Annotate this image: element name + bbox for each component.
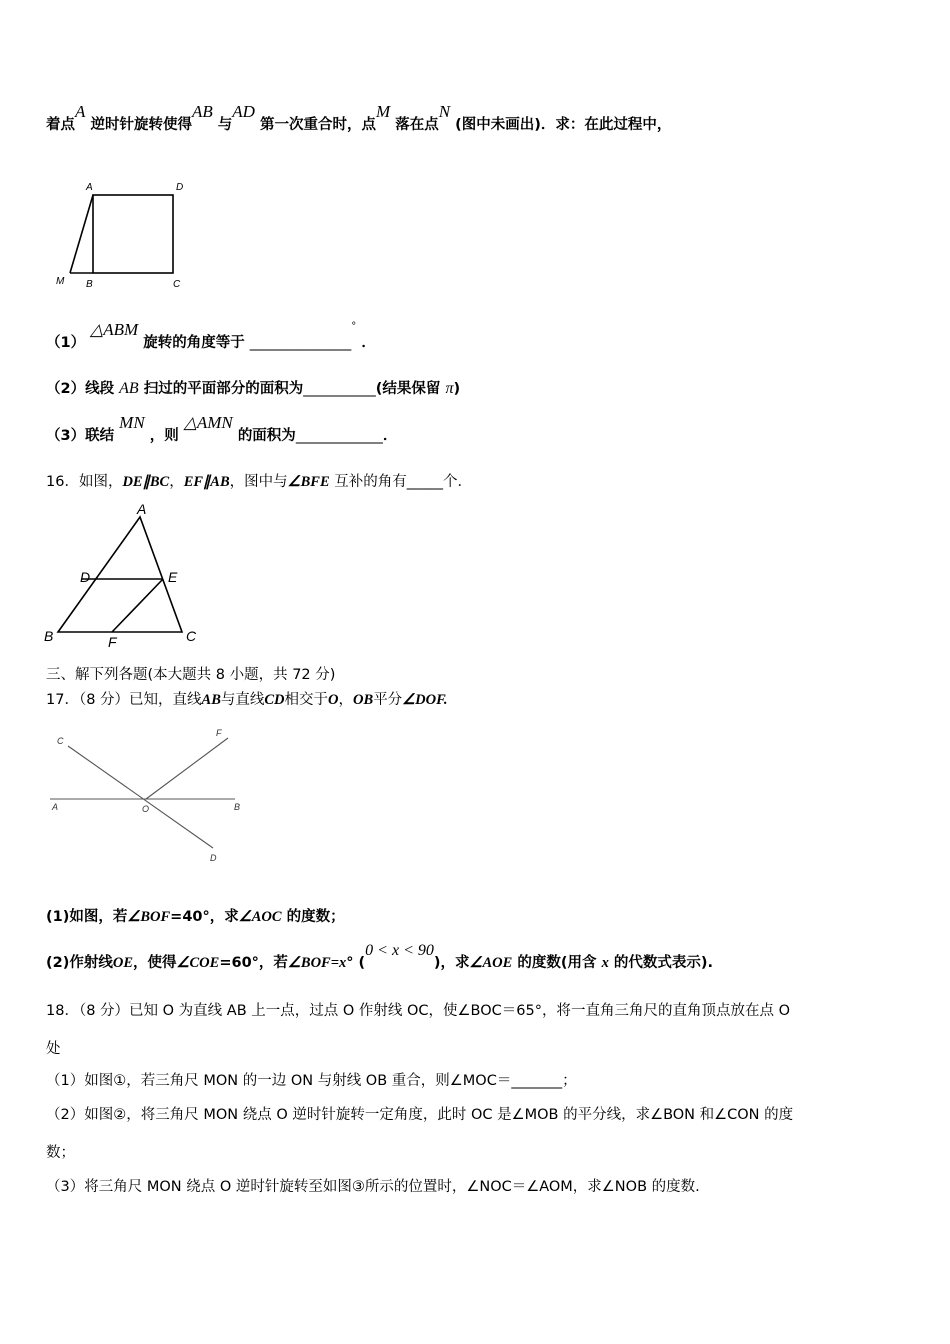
text: 扫过的平面部分的面积为 bbox=[143, 381, 304, 397]
text: ． bbox=[382, 428, 398, 444]
math: AB bbox=[201, 692, 221, 708]
text: 第一次重合时，点 bbox=[260, 117, 377, 133]
math: x bbox=[601, 955, 609, 971]
text: 个． bbox=[443, 474, 473, 490]
math: EF∥AB bbox=[183, 474, 230, 490]
q18-part3: （3）将三角尺 MON 绕点 O 逆时针旋转至如图③所示的位置时，∠NOC＝∠AOM，求∠NOB 的度数. bbox=[46, 1179, 700, 1195]
text: (1)如图，若 bbox=[46, 909, 128, 925]
math: AB bbox=[119, 380, 139, 397]
text: （3）联结 bbox=[46, 428, 115, 444]
text: =60°，若 bbox=[219, 955, 288, 971]
svg-text:M: M bbox=[56, 276, 65, 287]
q15-1 bbox=[46, 320, 376, 355]
figure-lines-labels bbox=[51, 728, 240, 863]
section-heading: 三、解下列各题(本大题共 8 小题，共 72 分) bbox=[46, 667, 336, 683]
svg-text:D: D bbox=[80, 569, 91, 585]
math: ∠AOC bbox=[238, 909, 282, 925]
math: OE bbox=[112, 955, 133, 971]
text: （2）线段 bbox=[46, 381, 115, 397]
text: ，则 bbox=[149, 428, 179, 444]
text: ) bbox=[453, 381, 461, 397]
figure-lines bbox=[50, 738, 235, 848]
blank: __________ bbox=[303, 381, 376, 397]
text: ， bbox=[338, 692, 354, 708]
q18-part2: （2）如图②，将三角尺 MON 绕点 O 逆时针旋转一定角度，此时 OC 是∠MOB 的平分线，求∠BON 和∠CON 的度 bbox=[46, 1107, 794, 1123]
text: 逆时针旋转使得 bbox=[90, 117, 192, 133]
text: (2)作射线 bbox=[46, 955, 113, 971]
text: ，使得 bbox=[133, 955, 177, 971]
text: 着点 bbox=[46, 117, 75, 133]
svg-text:O: O bbox=[142, 804, 150, 814]
math: ∠COE bbox=[176, 955, 220, 971]
math: 0 < x < 90 bbox=[365, 942, 434, 959]
blank: ______________ bbox=[249, 335, 352, 351]
math: CD bbox=[264, 692, 285, 708]
text: 落在点 bbox=[395, 117, 439, 133]
text: 平分 bbox=[373, 692, 403, 708]
svg-text:F: F bbox=[108, 634, 117, 650]
blank: _____ bbox=[406, 474, 444, 490]
figure-triangle bbox=[58, 517, 182, 632]
math: ∠BFE bbox=[287, 474, 330, 490]
math: DE∥BC bbox=[122, 474, 170, 490]
q18-part1: （1）如图①，若三角尺 MON 的一边 ON 与射线 OB 重合，则∠MOC＝_______； bbox=[46, 1073, 577, 1089]
q17-2 bbox=[46, 942, 714, 973]
math: AB bbox=[191, 102, 213, 121]
text: 相交于 bbox=[284, 692, 329, 708]
math: ∠DOF. bbox=[402, 692, 448, 708]
figure-square bbox=[70, 195, 173, 273]
text: 的度数； bbox=[286, 909, 345, 925]
blank: ____________ bbox=[295, 428, 383, 444]
text: ，图中与 bbox=[229, 474, 288, 490]
text: 的面积为 bbox=[237, 428, 296, 444]
text: （1） bbox=[46, 335, 86, 351]
math: △AMN bbox=[183, 413, 233, 432]
text: ． bbox=[361, 335, 376, 351]
math: ∠BOF bbox=[127, 909, 171, 925]
svg-text:D: D bbox=[210, 853, 217, 863]
math: MN bbox=[119, 413, 145, 432]
figure-triangle-labels bbox=[44, 501, 197, 650]
math: AD bbox=[232, 102, 255, 121]
text: 17．（8 分）已知，直线 bbox=[46, 692, 202, 708]
svg-text:C: C bbox=[57, 736, 64, 746]
text: )，求 bbox=[433, 955, 470, 971]
text: ， bbox=[169, 474, 184, 490]
text: 与直线 bbox=[220, 692, 265, 708]
text: 16．如图， bbox=[46, 474, 123, 490]
text: 与 bbox=[217, 117, 233, 133]
svg-text:C: C bbox=[186, 628, 197, 644]
svg-text:A: A bbox=[137, 501, 147, 517]
text: (图中未画出)．求：在此过程中， bbox=[455, 117, 672, 133]
math: ∠AOE bbox=[469, 955, 513, 971]
q18-part2-cont: 数； bbox=[46, 1145, 75, 1161]
math: ∠BOF=x bbox=[287, 955, 347, 971]
text: ° ( bbox=[346, 955, 366, 971]
math: A bbox=[75, 102, 86, 121]
text: (结果保留 bbox=[375, 381, 441, 397]
math: △ABM bbox=[90, 320, 139, 339]
text: 的度数(用含 bbox=[517, 955, 597, 971]
math: N bbox=[438, 102, 451, 121]
math: O bbox=[328, 692, 339, 708]
q17 bbox=[46, 690, 448, 710]
q17-1 bbox=[46, 907, 345, 927]
q18-line2: 处 bbox=[46, 1041, 61, 1057]
text: 的代数式表示). bbox=[613, 955, 714, 971]
q16 bbox=[46, 472, 472, 492]
q18-line1: 18．（8 分）已知 O 为直线 AB 上一点，过点 O 作射线 OC，使∠BOC＝65°，将一直角三角尺的直角顶点放在点 O bbox=[46, 1003, 790, 1019]
q15-3 bbox=[46, 413, 398, 446]
svg-text:B: B bbox=[44, 628, 54, 644]
svg-text:A: A bbox=[52, 802, 59, 812]
text: ° bbox=[351, 321, 357, 332]
text: =40°，求 bbox=[170, 909, 239, 925]
math: π bbox=[445, 380, 454, 397]
math: M bbox=[376, 102, 391, 121]
svg-text:E: E bbox=[168, 569, 178, 585]
svg-text:F: F bbox=[216, 728, 222, 738]
svg-text:D: D bbox=[176, 182, 184, 193]
text: 旋转的角度等于 bbox=[143, 335, 245, 351]
svg-text:B: B bbox=[86, 279, 93, 290]
text: 互补的角有 bbox=[334, 474, 407, 490]
svg-text:A: A bbox=[86, 182, 93, 193]
svg-text:B: B bbox=[234, 802, 241, 812]
q15-2 bbox=[46, 379, 460, 399]
math: OB bbox=[353, 692, 374, 708]
svg-text:C: C bbox=[173, 279, 181, 290]
